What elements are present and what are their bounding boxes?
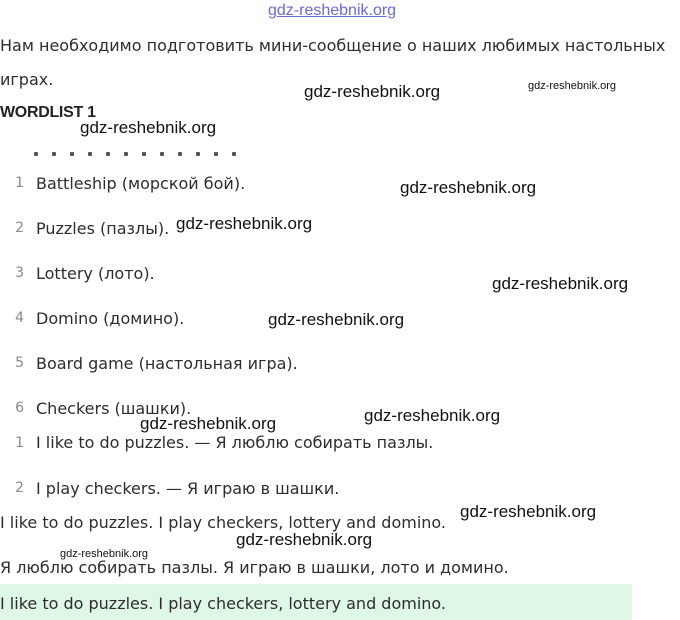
answer-english: I like to do puzzles. I play checkers, lottery and domino.: [0, 513, 447, 532]
list-item: Puzzles (пазлы).: [36, 219, 170, 238]
list-item-number: 1: [15, 175, 24, 191]
watermark: gdz-reshebnik.org: [60, 548, 149, 560]
intro-line-2: играх.: [0, 70, 54, 89]
watermark-top[interactable]: gdz-reshebnik.org: [268, 2, 397, 19]
clipped-text-line: [34, 152, 264, 160]
example-item: I like to do puzzles. — Я люблю собирать пазлы.: [36, 433, 434, 452]
example-number: 2: [15, 480, 24, 496]
watermark: gdz-reshebnik.org: [236, 530, 373, 549]
watermark: gdz-reshebnik.org: [492, 274, 629, 293]
list-item-number: 3: [15, 265, 24, 281]
watermark: gdz-reshebnik.org: [528, 80, 617, 92]
watermark: gdz-reshebnik.org: [140, 414, 277, 433]
watermark: gdz-reshebnik.org: [460, 502, 597, 521]
example-number: 1: [15, 435, 24, 451]
list-item-number: 2: [15, 220, 24, 236]
watermark: gdz-reshebnik.org: [364, 406, 501, 425]
answer-highlighted: I like to do puzzles. I play checkers, lottery and domino.: [0, 594, 447, 613]
watermark: gdz-reshebnik.org: [268, 310, 405, 329]
list-item: Checkers (шашки).: [36, 399, 192, 418]
list-item: Board game (настольная игра).: [36, 354, 298, 373]
list-item: Battleship (морской бой).: [36, 174, 246, 193]
example-item: I play checkers. — Я играю в шашки.: [36, 479, 340, 498]
list-item-number: 5: [15, 355, 24, 371]
list-item: Lottery (лото).: [36, 264, 155, 283]
watermark: gdz-reshebnik.org: [400, 178, 537, 197]
list-item: Domino (домино).: [36, 309, 185, 328]
answer-russian: Я люблю собирать пазлы. Я играю в шашки, лото и домино.: [0, 558, 509, 577]
watermark: gdz-reshebnik.org: [80, 118, 217, 137]
list-item-number: 6: [15, 400, 24, 416]
list-item-number: 4: [15, 310, 24, 326]
wordlist-heading: WORDLIST 1: [0, 104, 96, 121]
watermark: gdz-reshebnik.org: [176, 214, 313, 233]
intro-line-1: Нам необходимо подготовить мини-сообщение о наших любимых настольных: [0, 36, 666, 55]
watermark: gdz-reshebnik.org: [304, 82, 441, 101]
